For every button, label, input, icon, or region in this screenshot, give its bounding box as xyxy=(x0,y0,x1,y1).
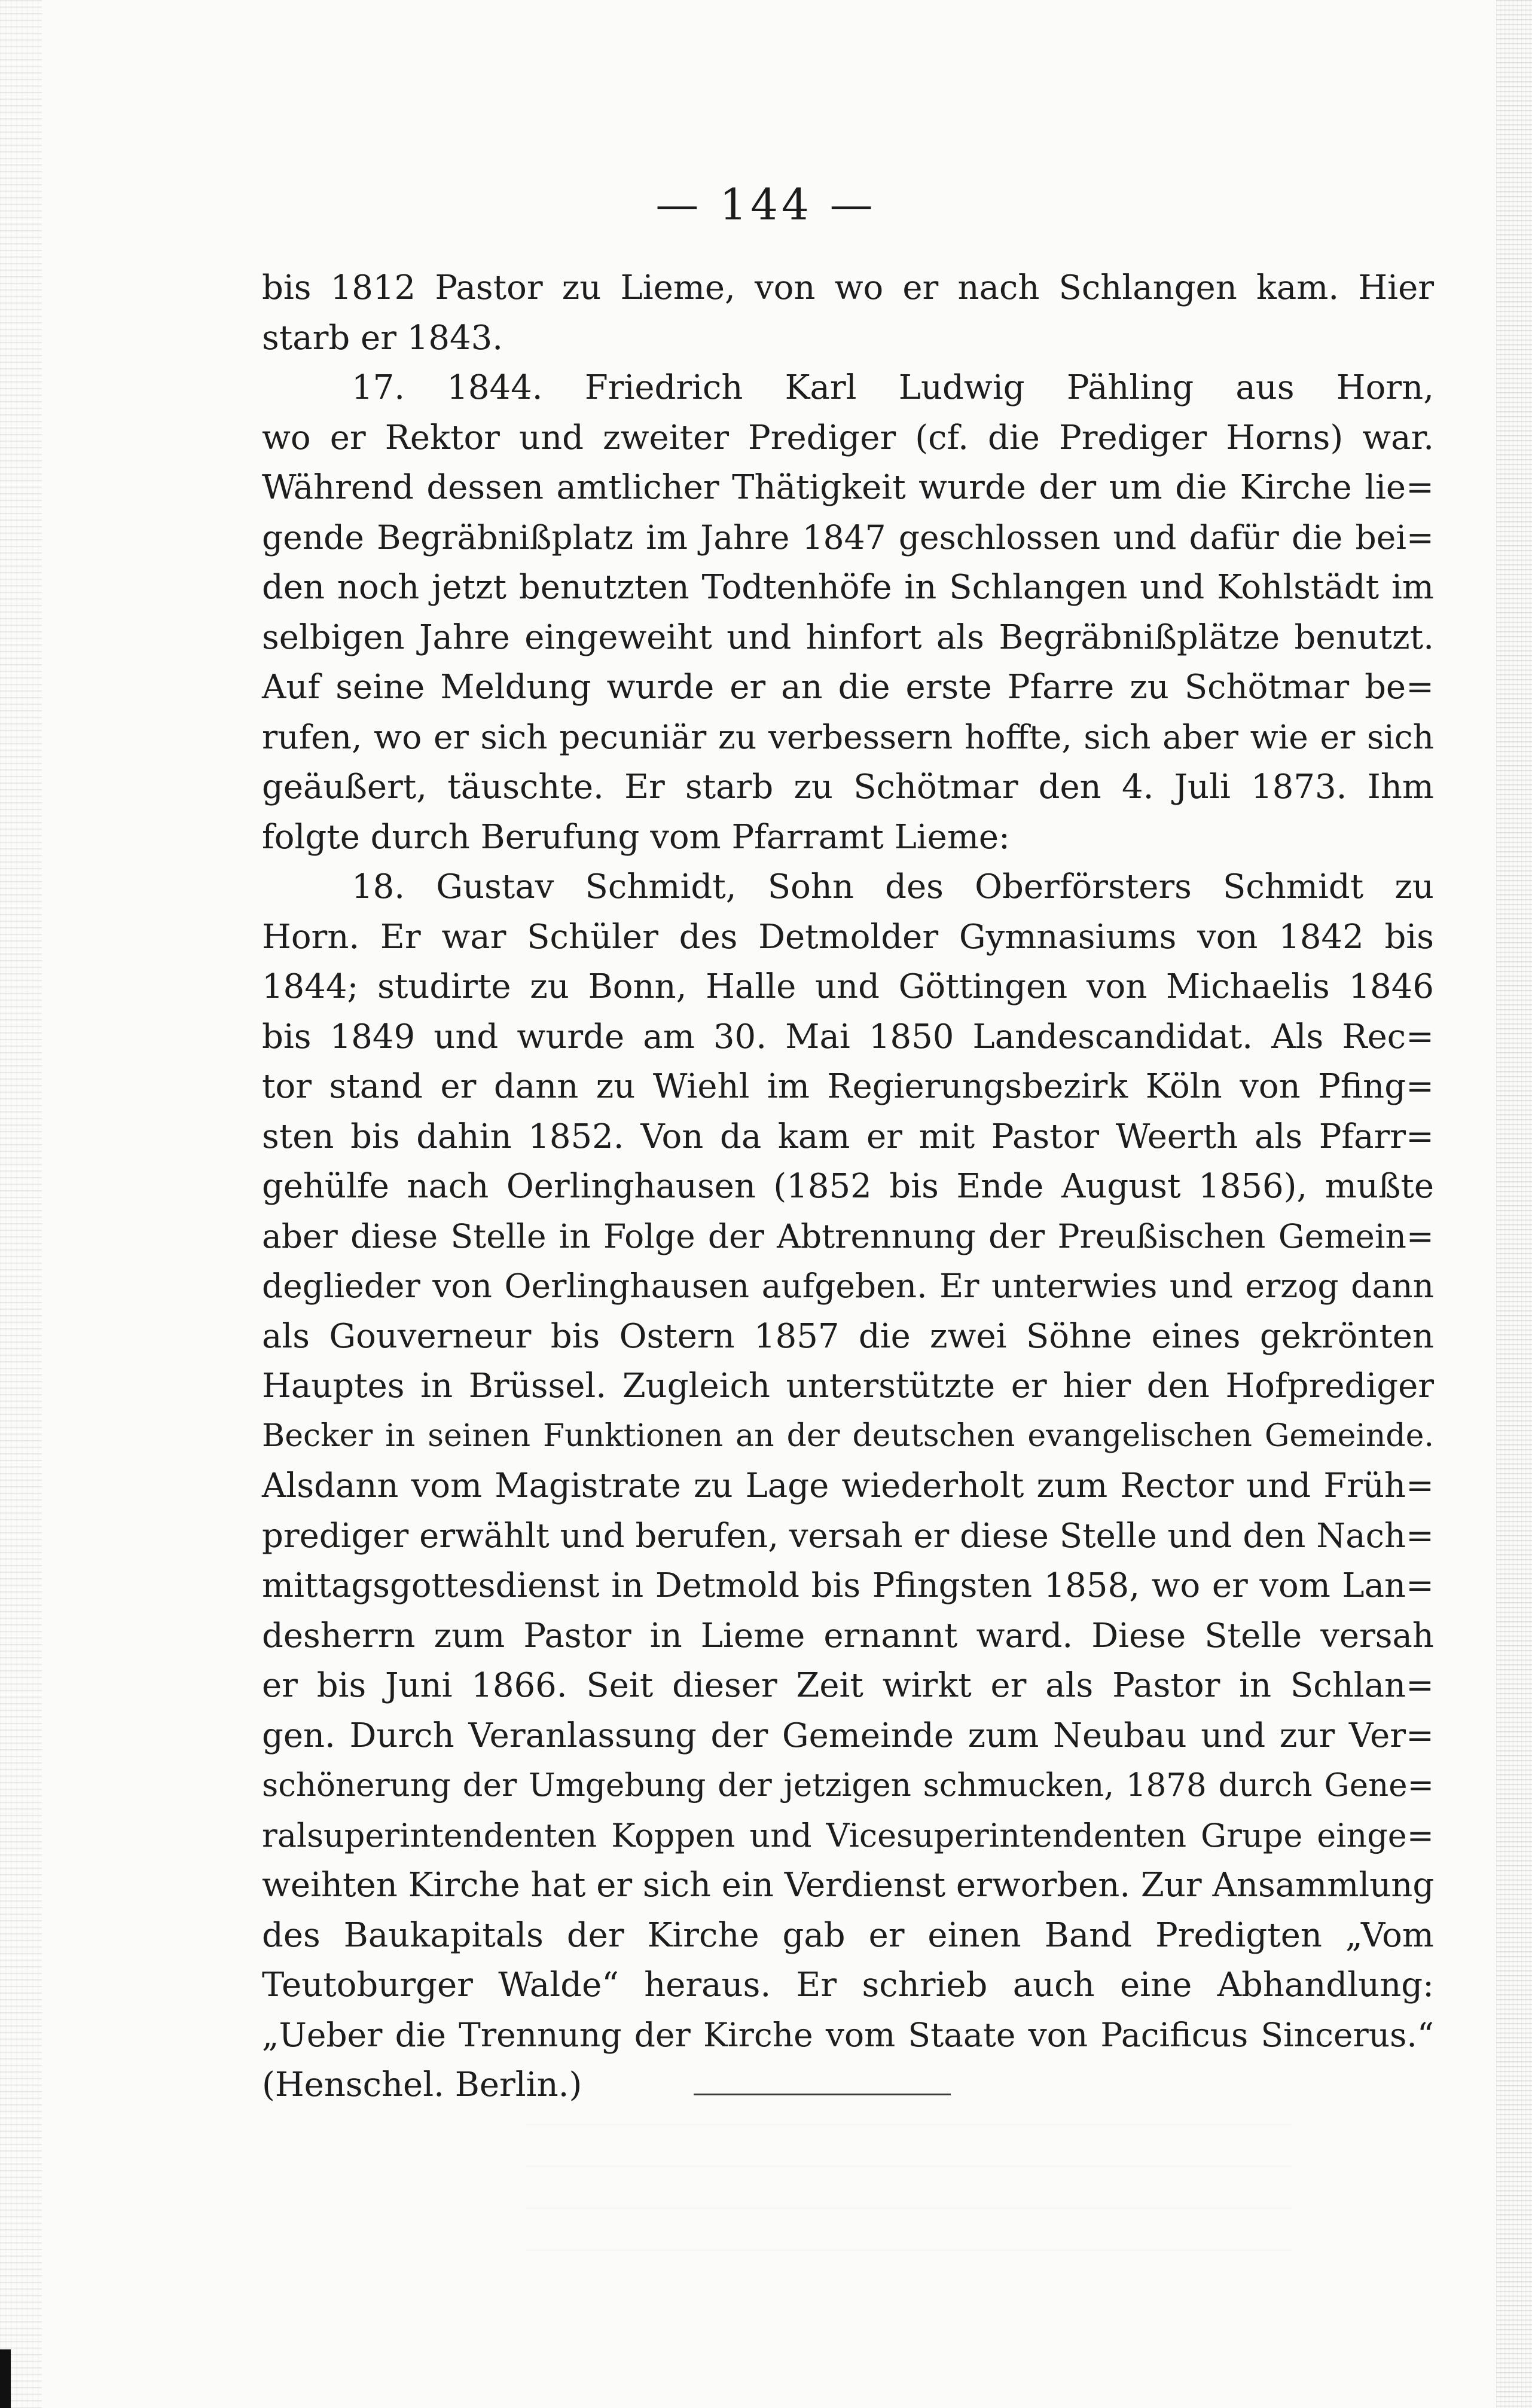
body-text xyxy=(262,263,1434,2110)
text-line: er bis Juni 1866. Seit dieser Zeit wirkt er als Pastor in Schlan= xyxy=(262,1666,1434,1705)
text-line: sten bis dahin 1852. Von da kam er mit Pastor Weerth als Pfarr= xyxy=(262,1117,1434,1156)
text-line: weihten Kirche hat er sich ein Verdienst erworben. Zur Ansammlung xyxy=(262,1866,1435,1905)
text-line: tor stand er dann zu Wiehl im Regierungsbezirk Köln von Pfing= xyxy=(262,1067,1434,1106)
text-line: Alsdann vom Magistrate zu Lage wiederholt zum Rector und Früh= xyxy=(262,1466,1434,1505)
text-line: geäußert, täuschte. Er starb zu Schötmar den 4. Juli 1873. Ihm xyxy=(262,768,1434,806)
text-line: 1844; studirte zu Bonn, Halle und Göttingen von Michaelis 1846 xyxy=(262,967,1434,1006)
text-line: desherrn zum Pastor in Lieme ernannt ward. Diese Stelle versah xyxy=(262,1616,1434,1655)
text-line: selbigen Jahre eingeweiht und hinfort als Begräbnißplätze benutzt. xyxy=(262,618,1434,657)
page-edge-right xyxy=(1496,0,1532,2408)
text-line: Becker in seinen Funktionen an der deutschen evangelischen Gemeinde. xyxy=(262,1417,1434,1454)
text-line: folgte durch Berufung vom Pfarramt Lieme: xyxy=(262,817,1010,857)
text-line: bis 1812 Pastor zu Lieme, von wo er nach Schlangen kam. Hier xyxy=(262,268,1434,307)
text-line: rufen, wo er sich pecuniär zu verbessern hoffte, sich aber wie er sich xyxy=(262,717,1434,756)
text-line: gehülfe nach Oerlinghausen (1852 bis Ende August 1856), mußte xyxy=(262,1167,1434,1206)
text-line: Teutoburger Walde“ heraus. Er schrieb auch eine Abhandlung: xyxy=(262,1966,1434,2004)
text-line: Während dessen amtlicher Thätigkeit wurde der um die Kirche lie= xyxy=(262,468,1434,507)
page-number: — 144 — xyxy=(655,179,877,230)
text-line: als Gouverneur bis Ostern 1857 die zwei Söhne eines gekrönten xyxy=(262,1316,1434,1356)
text-line: (Henschel. Berlin.) xyxy=(262,2065,582,2104)
page-edge-left xyxy=(0,0,42,2408)
text-line: starb er 1843. xyxy=(262,318,503,357)
text-line: deglieder von Oerlinghausen aufgeben. Er unterwies und erzog dann xyxy=(262,1267,1434,1305)
text-line: schönerung der Umgebung der jetzigen schmucken, 1878 durch Gene= xyxy=(262,1767,1434,1804)
text-line: wo er Rektor und zweiter Prediger (cf. die Prediger Horns) war. xyxy=(262,418,1434,457)
section-divider-rule xyxy=(694,2094,951,2095)
text-line: mittagsgottesdienst in Detmold bis Pfingsten 1858, wo er vom Lan= xyxy=(262,1566,1434,1605)
text-line: aber diese Stelle in Folge der Abtrennung der Preußischen Gemein= xyxy=(262,1217,1434,1255)
text-line: „Ueber die Trennung der Kirche vom Staate von Pacificus Sincerus.“ xyxy=(262,2015,1434,2054)
scan-corner-mark xyxy=(0,2349,11,2408)
text-line: gende Begräbnißplatz im Jahre 1847 geschlossen und dafür die bei= xyxy=(262,518,1434,557)
text-line: Hauptes in Brüssel. Zugleich unterstützte er hier den Hofprediger xyxy=(262,1367,1434,1405)
text-line: gen. Durch Veranlassung der Gemeinde zum Neubau und zur Ver= xyxy=(262,1716,1434,1755)
text-line: des Baukapitals der Kirche gab er einen Band Predigten „Vom xyxy=(262,1915,1434,1955)
text-line: 17. 1844. Friedrich Karl Ludwig Pähling aus Horn, xyxy=(352,368,1434,407)
text-line: den noch jetzt benutzten Todtenhöfe in Schlangen und Kohlstädt im xyxy=(262,568,1434,607)
text-line: bis 1849 und wurde am 30. Mai 1850 Landescandidat. Als Rec= xyxy=(262,1017,1434,1056)
text-line: Auf seine Meldung wurde er an die erste Pfarre zu Schötmar be= xyxy=(262,668,1434,707)
text-line: Horn. Er war Schüler des Detmolder Gymnasiums von 1842 bis xyxy=(262,917,1434,957)
text-line: ralsuperintendenten Koppen und Vicesuperintendenten Grupe einge= xyxy=(262,1816,1434,1854)
text-line: prediger erwählt und berufen, versah er diese Stelle und den Nach= xyxy=(262,1516,1434,1556)
text-line: 18. Gustav Schmidt, Sohn des Oberförsters Schmidt zu xyxy=(352,867,1434,906)
show-through-bleed xyxy=(526,2119,1292,2251)
